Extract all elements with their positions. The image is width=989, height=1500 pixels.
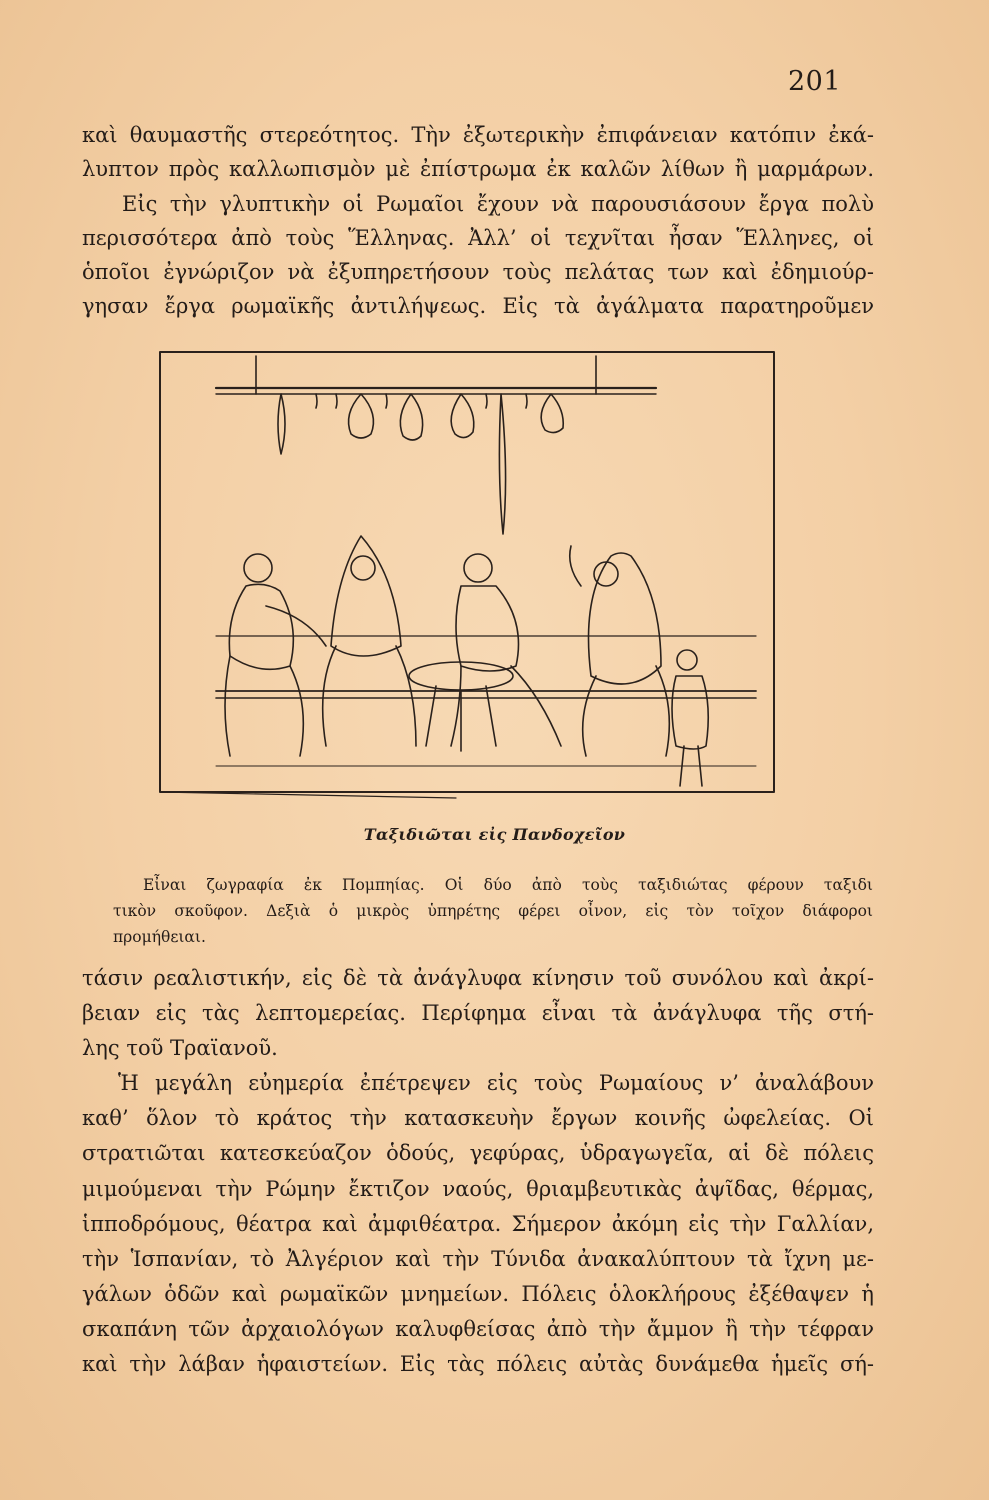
bottom-paragraph [82, 961, 874, 1382]
text-line: τὴν Ἱσπανίαν, τὸ Ἀλγέριον καὶ τὴν Τύνιδα ἀνακαλύπτουν τὰ ἴχνη με- [82, 1246, 874, 1271]
pompeii-fresco-illustration [156, 346, 779, 808]
text-line: γησαν ἔργα ρωμαϊκῆς ἀντιλήψεως. Εἰς τὰ ἀγάλματα παρατηροῦμεν [82, 294, 874, 319]
caption-line: τικὸν σκοῦφον. Δεξιὰ ὁ μικρὸς ὑπηρέτης φέρει οἶνον, εἰς τὸν τοῖχον διάφοροι [113, 902, 873, 920]
text-line: Εἰς τὴν γλυπτικὴν οἱ Ρωμαῖοι ἔχουν νὰ παρουσιάσουν ἔργα πολὺ [122, 191, 874, 216]
top-paragraph [82, 118, 874, 324]
text-line: καθ’ ὅλον τὸ κράτος τὴν κατασκευὴν ἔργων κοινῆς ὠφελείας. Οἱ [82, 1106, 874, 1131]
text-line: βειαν εἰς τὰς λεπτομερείας. Περίφημα εἶναι τὰ ἀνάγλυφα τῆς στή- [82, 1001, 874, 1026]
text-line: λυπτον πρὸς καλλωπισμὸν μὲ ἐπίστρωμα ἐκ καλῶν λίθων ἢ μαρμάρων. [82, 157, 874, 182]
text-line: στρατιῶται κατεσκεύαζον ὁδούς, γεφύρας, ὑδραγωγεῖα, αἱ δὲ πόλεις [82, 1141, 874, 1166]
text-line: ὁποῖοι ἐγνώριζον νὰ ἐξυπηρετήσουν τοὺς πελάτας των καὶ ἐδημιούρ- [82, 260, 874, 285]
text-line: τάσιν ρεαλιστικήν, εἰς δὲ τὰ ἀνάγλυφα κίνησιν τοῦ συνόλου καὶ ἀκρί- [82, 966, 874, 990]
text-line: λης τοῦ Τραϊανοῦ. [82, 1036, 278, 1061]
caption-line: Εἶναι ζωγραφία ἐκ Πομπηίας. Οἱ δύο ἀπὸ τοὺς ταξιδιώτας φέρουν ταξιδι [143, 876, 873, 894]
text-line: καὶ θαυμαστῆς στερεότητος. Τὴν ἐξωτερικὴν ἐπιφάνειαν κατόπιν ἐκά- [82, 123, 874, 147]
text-line: ἱπποδρόμους, θέατρα καὶ ἀμφιθέατρα. Σήμερον ἀκόμη εἰς τὴν Γαλλίαν, [82, 1211, 874, 1236]
text-line: καὶ τὴν λάβαν ἡφαιστείων. Εἰς τὰς πόλεις αὐτὰς δυνάμεθα ἡμεῖς σή- [82, 1352, 874, 1377]
caption-line: προμήθειαι. [113, 928, 206, 946]
figure-caption-body [113, 872, 873, 950]
text-line: γάλων ὁδῶν καὶ ρωμαϊκῶν μνημείων. Πόλεις ὁλοκλήρους ἐξέθαψεν ἡ [82, 1281, 874, 1306]
figure-caption-title: Ταξιδιῶται εἰς Πανδοχεῖον [363, 825, 626, 844]
text-line: μιμούμεναι τὴν Ρώμην ἔκτιζον ναούς, θριαμβευτικὰς ἀψῖδας, θέρμας, [82, 1176, 874, 1201]
text-line: σκαπάνη τῶν ἀρχαιολόγων καλυφθείσας ἀπὸ τὴν ἄμμον ἢ τὴν τέφραν [82, 1316, 874, 1341]
text-line: Ἡ μεγάλη εὐημερία ἐπέτρεψεν εἰς τοὺς Ρωμαίους ν’ ἀναλάβουν [118, 1071, 874, 1096]
page-number: 201 [788, 66, 842, 97]
text-line: περισσότερα ἀπὸ τοὺς Ἕλληνας. Ἀλλ’ οἱ τεχνῖται ἦσαν Ἕλληνες, οἱ [82, 225, 874, 250]
